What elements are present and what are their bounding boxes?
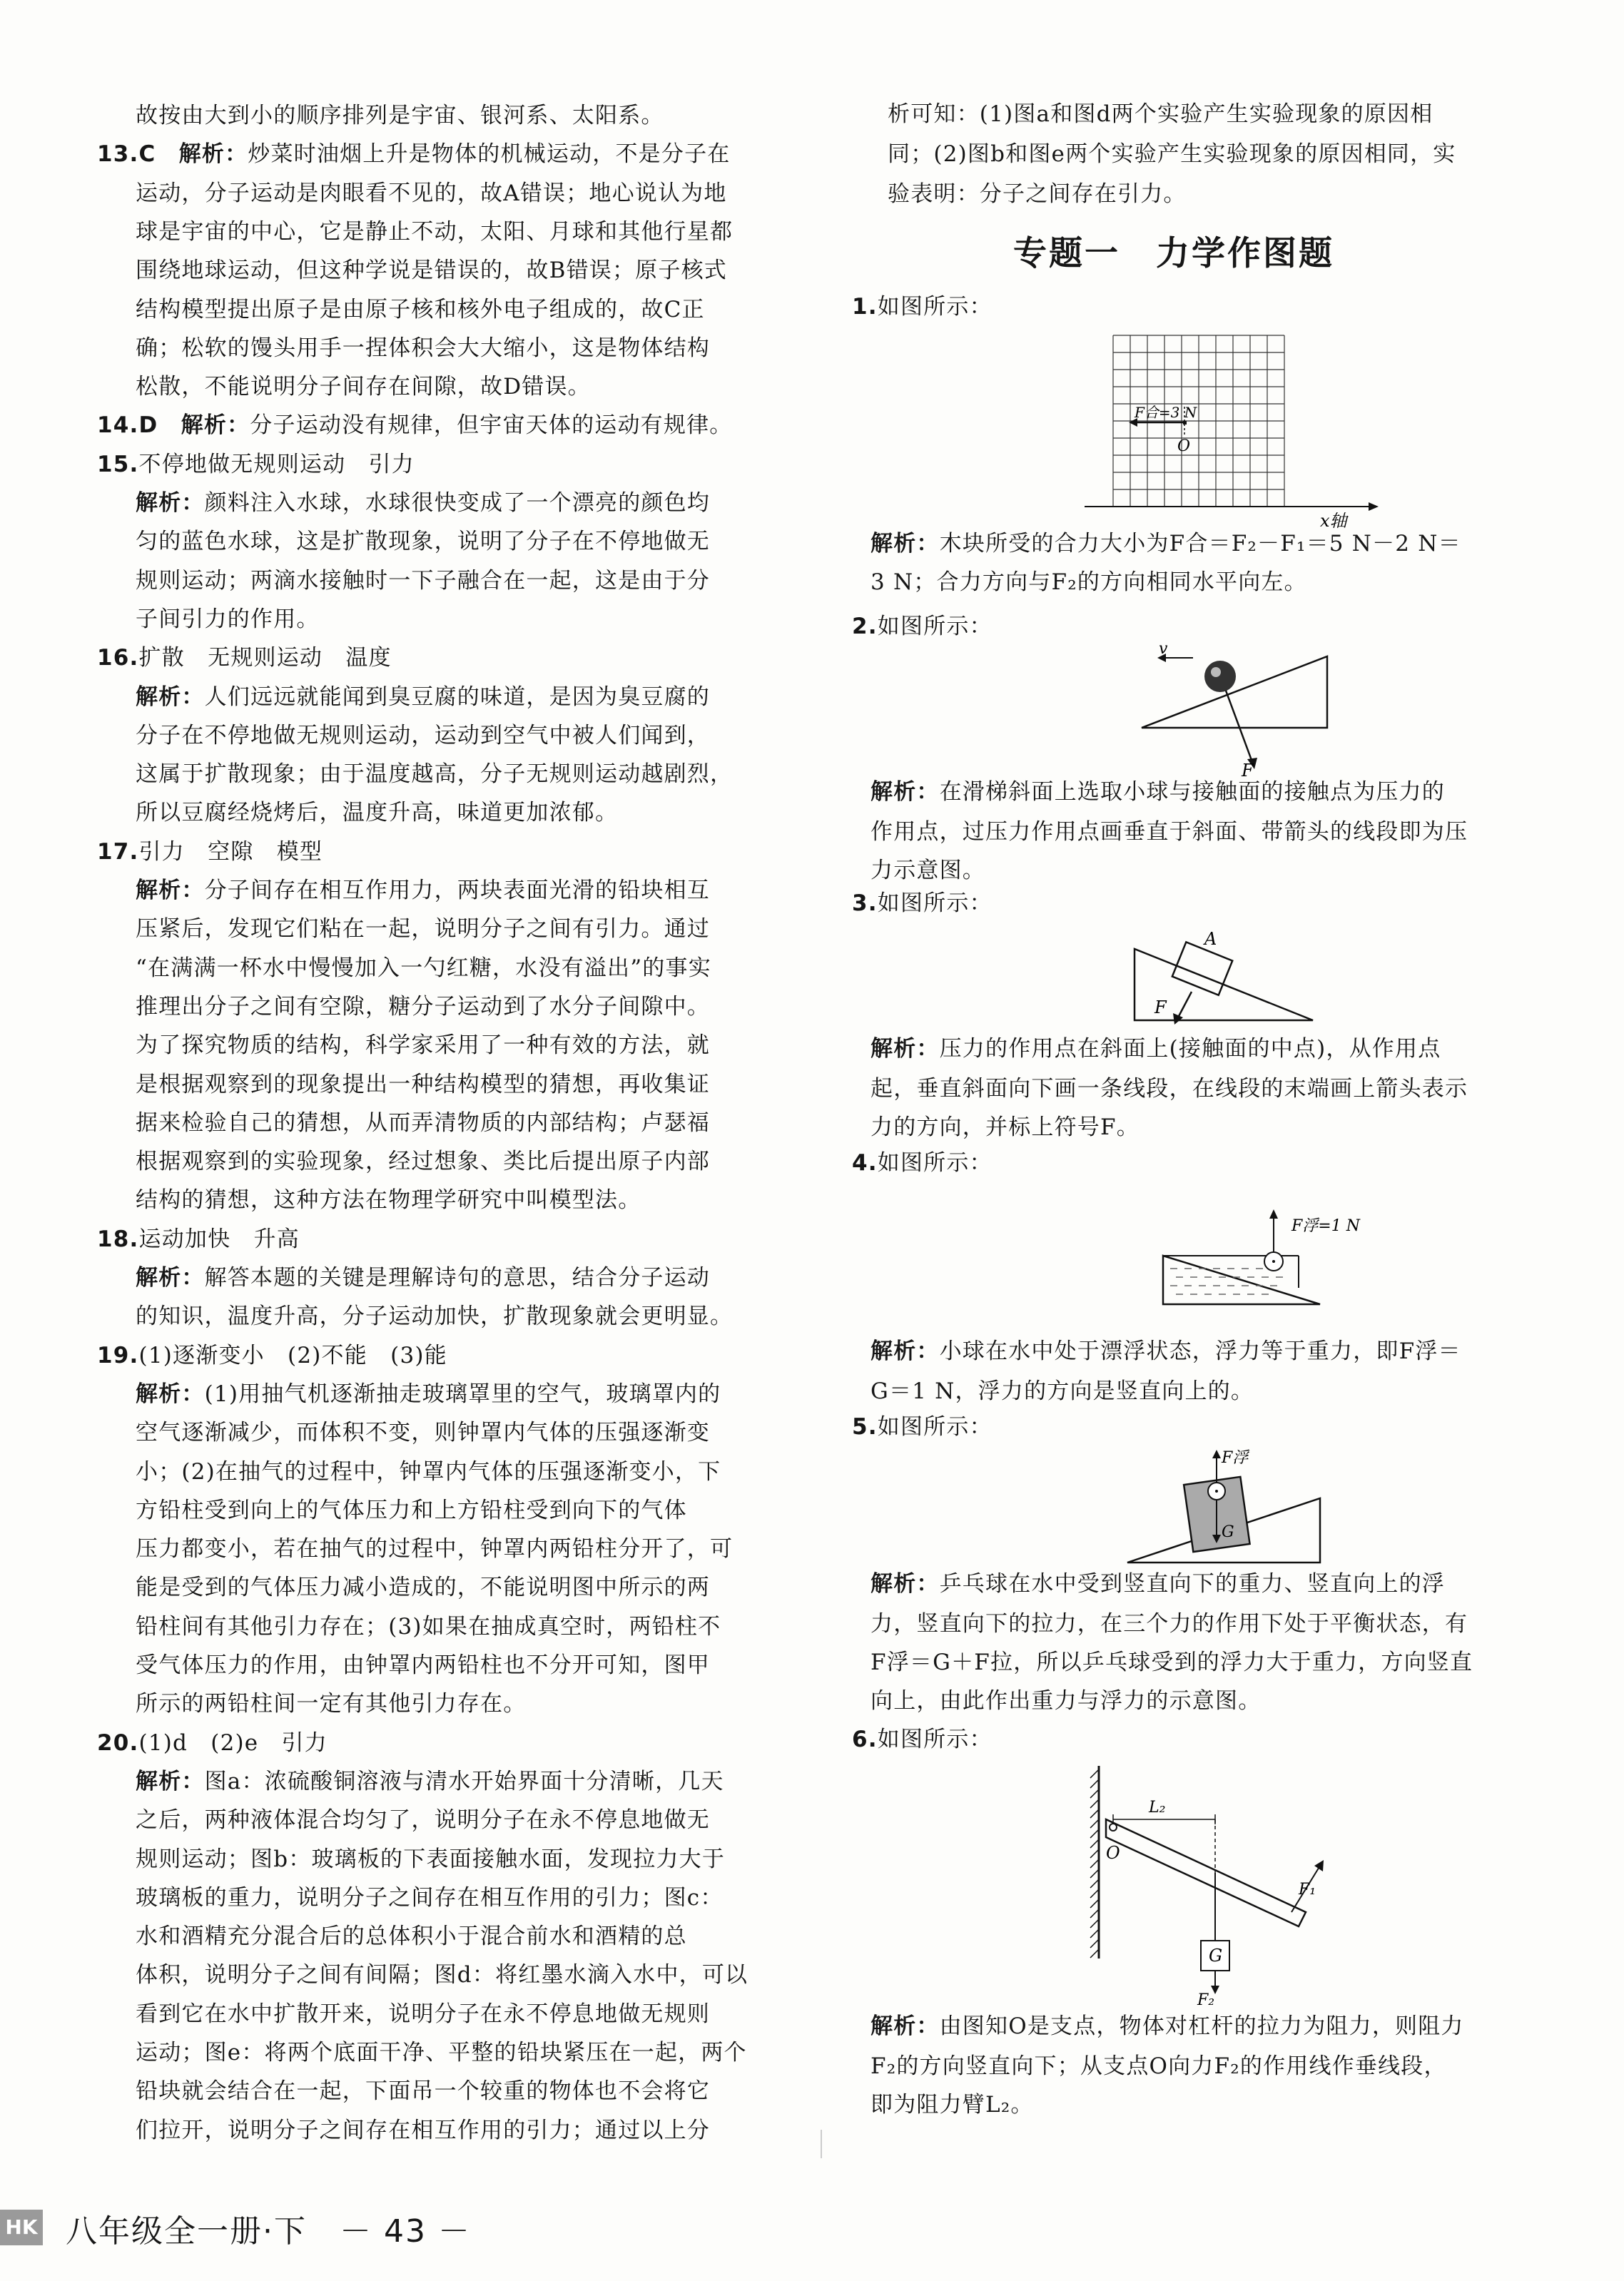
explanation-3: 起，垂直斜面向下画一条线段，在线段的末端画上箭头表示 <box>871 1076 1468 1102</box>
item-1: 1.如图所示： <box>852 294 993 320</box>
text-line: 确；松软的馒头用手一捏体积会大大缩小，这是物体结构 <box>136 335 710 361</box>
text-line: 规则运动；两滴水接触时一下子融合在一起，这是由于分 <box>136 567 710 594</box>
explanation-1: 3 N；合力方向与F₂的方向相同水平向左。 <box>871 569 1307 595</box>
explanation-4: G＝1 N，浮力的方向是竖直向上的。 <box>871 1378 1254 1404</box>
explanation-5: 解析：乒乓球在水中受到竖直向下的重力、竖直向上的浮 <box>871 1571 1446 1597</box>
text-line: 匀的蓝色水球，这是扩散现象，说明了分子在不停地做无 <box>136 529 710 555</box>
figure-2-slide <box>1135 642 1349 781</box>
explanation-2: 力示意图。 <box>871 858 985 883</box>
text-line: 受气体压力的作用，由钟罩内两铅柱也不分开可知，图甲 <box>136 1652 710 1678</box>
text-line: 解析：图a：浓硫酸铜溶液与清水开始界面十分清晰，几天 <box>136 1768 724 1794</box>
text-line: 分子在不停地做无规则运动，运动到空气中被人们闻到， <box>136 722 710 748</box>
text-line: 19.(1)逐渐变小 (2)不能 (3)能 <box>97 1342 447 1368</box>
text-line: 解析：分子间存在相互作用力，两块表面光滑的铅块相互 <box>136 878 711 903</box>
text-line: 17.引力 空隙 模型 <box>97 838 323 865</box>
item-2: 2.如图所示： <box>852 614 993 639</box>
item-6: 6.如图所示： <box>852 1727 993 1752</box>
explanation-1: 解析：木块所受的合力大小为F合＝F₂－F₁＝5 N－2 N＝ <box>871 531 1461 557</box>
svg-text:x轴: x轴 <box>1320 511 1347 531</box>
text-line: 15.不停地做无规则运动 引力 <box>97 451 415 477</box>
svg-text:F: F <box>1154 997 1167 1017</box>
page-number: 八年级全一册·下 － 43 － <box>66 2213 471 2250</box>
text-line: 所示的两铅柱间一定有其他引力存在。 <box>136 1691 527 1717</box>
text-line: 根据观察到的实验现象，经过想象、类比后提出原子内部 <box>136 1149 710 1175</box>
text-line: 解析：颜料注入水球，水球很快变成了一个漂亮的颜色均 <box>136 490 711 516</box>
svg-text:L₂: L₂ <box>1149 1799 1166 1817</box>
text-line: 结构的猜想，这种方法在物理学研究中叫模型法。 <box>136 1187 641 1214</box>
text-line: 球是宇宙的中心，它是静止不动，太阳、月球和其他行星都 <box>136 218 734 245</box>
text-line: 铅柱间有其他引力存在；(3)如果在抽成真空时，两铅柱不 <box>136 1613 721 1640</box>
text-line: 围绕地球运动，但这种学说是错误的，故B错误；原子核式 <box>136 258 727 284</box>
intro-line: 验表明：分子之间存在引力。 <box>888 181 1187 207</box>
svg-text:F合=3 N: F合=3 N <box>1135 404 1197 421</box>
text-line: 小；(2)在抽气的过程中，钟罩内气体的压强逐渐变小，下 <box>136 1458 721 1485</box>
text-line: “在满满一杯水中慢慢加入一勺红糖，水没有溢出”的事实 <box>136 955 711 981</box>
svg-text:F₁: F₁ <box>1299 1881 1316 1899</box>
explanation-2: 作用点，过压力作用点画垂直于斜面、带箭头的线段即为压 <box>871 819 1468 845</box>
text-line: 的知识，温度升高，分子运动加快，扩散现象就会更明显。 <box>136 1304 734 1330</box>
explanation-6: 解析：由图知O是支点，物体对杠杆的拉力为阻力，则阻力 <box>871 2013 1464 2039</box>
text-line: 们拉开，说明分子之间存在相互作用的引力；通过以上分 <box>136 2117 710 2143</box>
svg-text:O: O <box>1177 437 1191 455</box>
text-line: 14.D 解析：分子运动没有规律，但宇宙天体的运动有规律。 <box>97 412 733 439</box>
item-3: 3.如图所示： <box>852 890 993 916</box>
text-line: 压紧后，发现它们粘在一起，说明分子之间有引力。通过 <box>136 916 710 943</box>
text-line: 推理出分子之间有空隙，糖分子运动到了水分子间隙中。 <box>136 993 710 1020</box>
text-line: 松散，不能说明分子间存在间隙，故D错误。 <box>136 374 591 400</box>
svg-text:G: G <box>1209 1946 1223 1966</box>
text-line: 空气逐渐减少，而体积不变，则钟罩内气体的压强逐渐变 <box>136 1420 710 1446</box>
text-line: 这属于扩散现象；由于温度越高，分子无规则运动越剧烈， <box>136 761 734 788</box>
figure-5-submerged-ball <box>1120 1441 1334 1573</box>
text-line: 结构模型提出原子是由原子核和核外电子组成的，故C正 <box>136 296 705 322</box>
svg-text:G: G <box>1222 1523 1234 1541</box>
figure-1-grid <box>1085 328 1384 531</box>
text-line: 压力都变小，若在抽气的过程中，钟罩内两铅柱分开了，可 <box>136 1536 734 1563</box>
edition-badge: HK <box>0 2210 43 2245</box>
svg-text:F: F <box>1242 761 1254 781</box>
item-5: 5.如图所示： <box>852 1414 993 1440</box>
text-line: 运动，分子运动是肉眼看不见的，故A错误；地心说认为地 <box>136 180 727 206</box>
text-line: 运动；图e：将两个底面干净、平整的铅块紧压在一起，两个 <box>136 2040 747 2066</box>
text-line: 是根据观察到的现象提出一种结构模型的猜想，再收集证 <box>136 1071 710 1097</box>
text-line: 所以豆腐经烧烤后，温度升高，味道更加浓郁。 <box>136 800 619 826</box>
explanation-5: F浮＝G＋F拉，所以乒乓球受到的浮力大于重力，方向竖直 <box>871 1650 1473 1675</box>
intro-line: 同；(2)图b和图e两个实验产生实验现象的原因相同，实 <box>888 141 1456 167</box>
text-line: 看到它在水中扩散开来，说明分子在永不停息地做无规则 <box>136 2001 710 2027</box>
svg-text:v: v <box>1159 640 1168 658</box>
figure-6-lever <box>1077 1759 1349 2011</box>
explanation-6: F₂的方向竖直向下；从支点O向力F₂的作用线作垂线段， <box>871 2053 1447 2079</box>
explanation-3: 解析：压力的作用点在斜面上(接触面的中点)，从作用点 <box>871 1036 1441 1062</box>
text-line: 20.(1)d (2)e 引力 <box>97 1729 328 1756</box>
svg-text:A: A <box>1204 929 1217 949</box>
svg-text:F₂: F₂ <box>1197 1991 1215 2009</box>
text-line: 玻璃板的重力，说明分子之间存在相互作用的引力；图c： <box>136 1884 724 1911</box>
explanation-3: 力的方向，并标上符号F。 <box>871 1114 1140 1140</box>
text-line: 据来检验自己的猜想，从而弄清物质的内部结构；卢瑟福 <box>136 1109 710 1136</box>
text-line: 解析：(1)用抽气机逐渐抽走玻璃罩里的空气，玻璃罩内的 <box>136 1381 721 1407</box>
explanation-5: 向上，由此作出重力与浮力的示意图。 <box>871 1688 1262 1714</box>
svg-text:O: O <box>1106 1843 1120 1863</box>
text-line: 规则运动；图b：玻璃板的下表面接触水面，发现拉力大于 <box>136 1846 726 1872</box>
text-line: 子间引力的作用。 <box>136 606 320 632</box>
explanation-2: 解析：在滑梯斜面上选取小球与接触面的接触点为压力的 <box>871 779 1446 805</box>
text-line: 之后，两种液体混合均匀了，说明分子在永不停息地做无 <box>136 1807 710 1834</box>
text-line: 解析：解答本题的关键是理解诗句的意思，结合分子运动 <box>136 1265 711 1291</box>
svg-text:F浮: F浮 <box>1222 1449 1249 1467</box>
figure-3-incline <box>1120 920 1327 1037</box>
text-line: 水和酒精充分混合后的总体积小于混合前水和酒精的总 <box>136 1924 687 1950</box>
column-divider <box>821 2130 822 2158</box>
text-line: 16.扩散 无规则运动 温度 <box>97 645 392 671</box>
figure-4-floating-ball <box>1120 1177 1360 1323</box>
text-line: 故按由大到小的顺序排列是宇宙、银河系、太阳系。 <box>136 103 664 128</box>
section-title: 专题一 力学作图题 <box>1013 234 1334 273</box>
text-line: 18.运动加快 升高 <box>97 1226 300 1252</box>
explanation-5: 力，竖直向下的拉力，在三个力的作用下处于平衡状态，有 <box>871 1611 1468 1637</box>
item-4: 4.如图所示： <box>852 1150 993 1176</box>
text-line: 解析：人们远远就能闻到臭豆腐的味道，是因为臭豆腐的 <box>136 684 711 710</box>
explanation-4: 解析：小球在水中处于漂浮状态，浮力等于重力，即F浮＝ <box>871 1338 1461 1364</box>
text-line: 体积，说明分子之间有间隔；图d：将红墨水滴入水中，可以 <box>136 1962 748 1988</box>
svg-text:F浮=1 N: F浮=1 N <box>1291 1217 1360 1235</box>
text-line: 铅块就会结合在一起，下面吊一个较重的物体也不会将它 <box>136 2078 710 2105</box>
text-line: 能是受到的气体压力减小造成的，不能说明图中所示的两 <box>136 1575 710 1601</box>
text-line: 为了探究物质的结构，科学家采用了一种有效的方法，就 <box>136 1032 710 1059</box>
intro-line: 析可知：(1)图a和图d两个实验产生实验现象的原因相 <box>888 101 1433 127</box>
text-line: 13.C 解析：炒菜时油烟上升是物体的机械运动，不是分子在 <box>97 141 731 168</box>
text-line: 方铅柱受到向上的气体压力和上方铅柱受到向下的气体 <box>136 1497 687 1523</box>
explanation-6: 即为阻力臂L₂。 <box>871 2092 1034 2118</box>
